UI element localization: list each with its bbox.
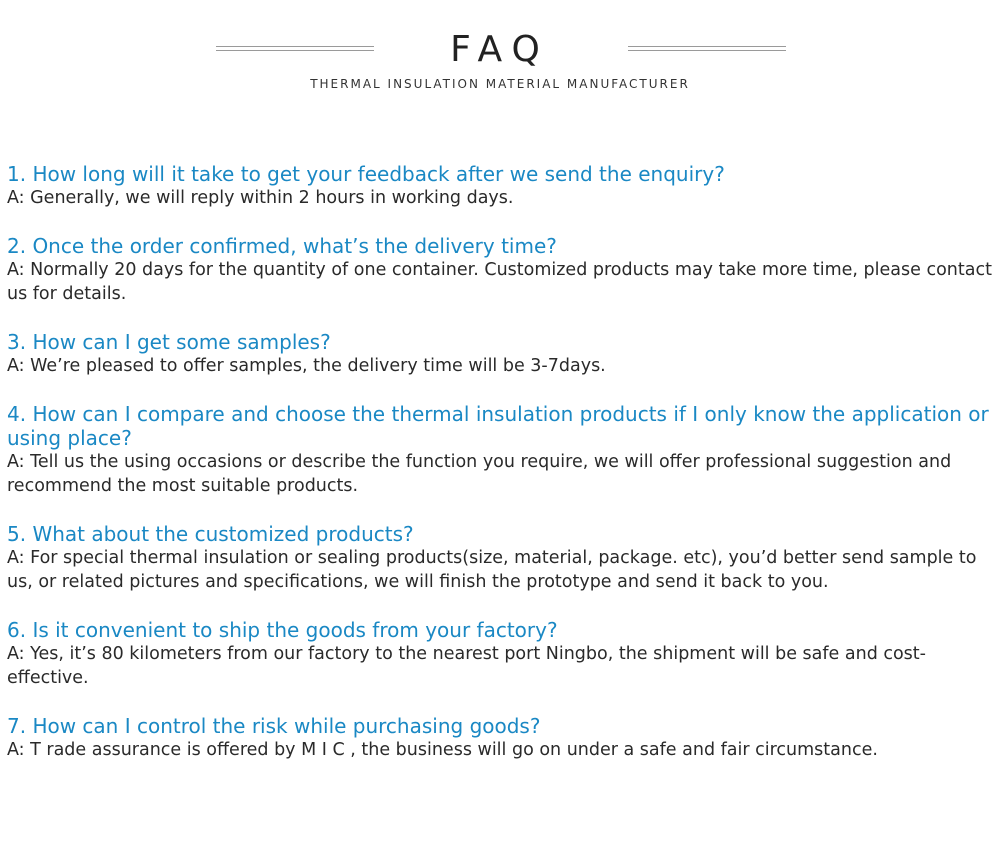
faq-item-7 xyxy=(7,714,997,762)
faq-item-5 xyxy=(7,522,997,594)
faq-item-3 xyxy=(7,330,997,378)
faq-question-4: 4. How can I compare and choose the thermal insulation products if I only know the application or using place? xyxy=(7,402,989,450)
faq-answer-5: A: For special thermal insulation or sealing products(size, material, package. etc), you’d better send sample to us, or related pictures and specifications, we will finish the prototype and send it back to you. xyxy=(7,548,977,592)
faq-question-3: 3. How can I get some samples? xyxy=(7,330,331,354)
faq-item-4 xyxy=(7,402,997,498)
faq-question-7: 7. How can I control the risk while purchasing goods? xyxy=(7,714,541,738)
header-right-divider xyxy=(628,46,786,52)
faq-answer-7: A: T rade assurance is offered by M I C , the business will go on under a safe and fair circumstance. xyxy=(7,740,878,760)
faq-item-6 xyxy=(7,618,997,690)
faq-question-5: 5. What about the customized products? xyxy=(7,522,414,546)
faq-answer-2: A: Normally 20 days for the quantity of one container. Customized products may take more time, please contact us for details. xyxy=(7,260,992,304)
faq-list xyxy=(7,162,997,786)
faq-answer-1: A: Generally, we will reply within 2 hours in working days. xyxy=(7,188,514,208)
faq-item-2 xyxy=(7,234,997,306)
faq-answer-4: A: Tell us the using occasions or describe the function you require, we will offer professional suggestion and recommend the most suitable products. xyxy=(7,452,952,496)
faq-question-2: 2. Once the order confirmed, what’s the delivery time? xyxy=(7,234,557,258)
faq-answer-6: A: Yes, it’s 80 kilometers from our factory to the nearest port Ningbo, the shipment will be safe and cost-effective. xyxy=(7,644,926,688)
faq-answer-3: A: We’re pleased to offer samples, the delivery time will be 3-7days. xyxy=(7,356,606,376)
faq-question-1: 1. How long will it take to get your feedback after we send the enquiry? xyxy=(7,162,725,186)
page-title: FAQ xyxy=(450,29,550,70)
faq-header xyxy=(0,0,1000,110)
page-subtitle: THERMAL INSULATION MATERIAL MANUFACTURER xyxy=(310,77,690,91)
faq-item-1 xyxy=(7,162,997,210)
faq-question-6: 6. Is it convenient to ship the goods from your factory? xyxy=(7,618,558,642)
